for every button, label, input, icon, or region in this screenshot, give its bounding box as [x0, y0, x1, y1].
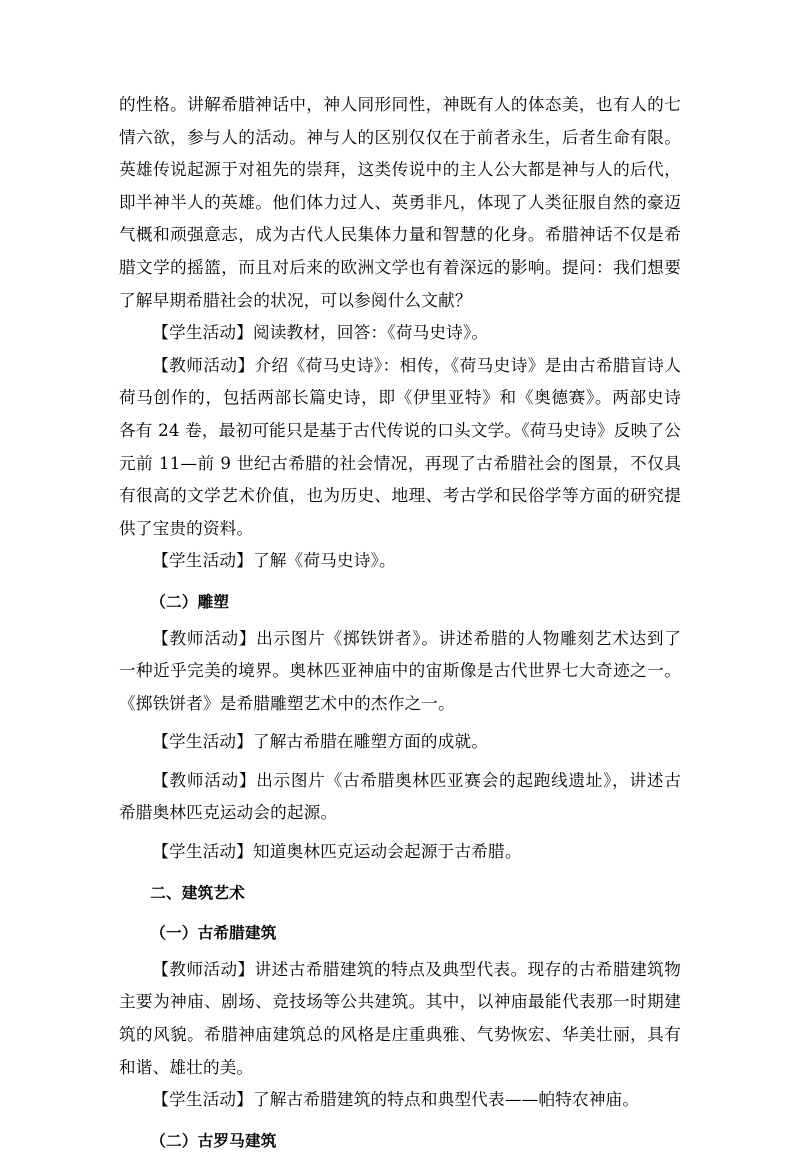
paragraph-myth-intro: 的性格。讲解希腊神话中，神人同形同性，神既有人的体态美，也有人的七情六欲，参与人的活动。神与人的区别仅仅在于前者永生，后者生命有限。英雄传说起源于对祖先的崇拜，这类传说中的主人公大都是神与人的后代，即半神半人的英雄。他们体力过人、英勇非凡，体现了人类征服自然的豪迈气概和顽强意志，成为古代人民集体力量和智慧的化身。希腊神话不仅是希腊文学的摇篮，而且对后来的欧洲文学也有着深远的影响。提问：我们想要了解早期希腊社会的状况，可以参阅什么文献？: [119, 95, 681, 310]
paragraph-student-activity-1: 【学生活动】阅读教材，回答：《荷马史诗》。: [152, 323, 489, 343]
paragraph-teacher-activity-temples: 【教师活动】讲述古希腊建筑的特点及典型代表。现存的古希腊建筑物主要为神庙、剧场、竞技场等公共建筑。其中，以神庙最能代表那一时期建筑的风貌。希腊神庙建筑总的风格是庄重典雅、气势恢宏、华美壮丽，具有和谐、雄壮的美。: [119, 959, 681, 1077]
paragraph-student-activity-3: 【学生活动】了解古希腊在雕塑方面的成就。: [152, 732, 489, 752]
paragraph-teacher-activity-olympia: 【教师活动】出示图片《古希腊奥林匹亚赛会的起跑线遗址》，讲述古希腊奥林匹克运动会的起源。: [119, 770, 681, 823]
paragraph-student-activity-2: 【学生活动】了解《荷马史诗》。: [152, 551, 396, 571]
section-heading-sculpture: （二）雕塑: [150, 591, 230, 611]
paragraph-student-activity-5: 【学生活动】了解古希腊建筑的特点和典型代表——帕特农神庙。: [152, 1090, 640, 1110]
paragraph-teacher-activity-discobolus: 【教师活动】出示图片《掷铁饼者》。讲述希腊的人物雕刻艺术达到了一种近乎完美的境界。奥林匹亚神庙中的宙斯像是古代世界七大奇迹之一。《掷铁饼者》是希腊雕塑艺术中的杰作之一。: [119, 628, 681, 713]
paragraph-student-activity-4: 【学生活动】知道奥林匹克运动会起源于古希腊。: [152, 842, 522, 862]
paragraph-teacher-activity-homer: 【教师活动】介绍《荷马史诗》：相传，《荷马史诗》是由古希腊盲诗人荷马创作的，包括两部长篇史诗，即《伊里亚特》和《奥德赛》。两部史诗各有 24 卷，最初可能只是基于古代传说的口头文学。《荷马史诗》反映了公元前 11—前 9 世纪古希腊的社会情况，再现了古希腊社会的图景，不仅具有很高的文学艺术价值，也为历史、地理、考古学和民俗学等方面的研究提供了宝贵的资料。: [119, 355, 681, 538]
section-heading-roman-architecture: （二）古罗马建筑: [150, 1130, 277, 1150]
section-heading-architecture: 二、建筑艺术: [150, 882, 245, 902]
section-heading-greek-architecture: （一）古希腊建筑: [150, 923, 277, 943]
document-page: [119, 89, 681, 1161]
